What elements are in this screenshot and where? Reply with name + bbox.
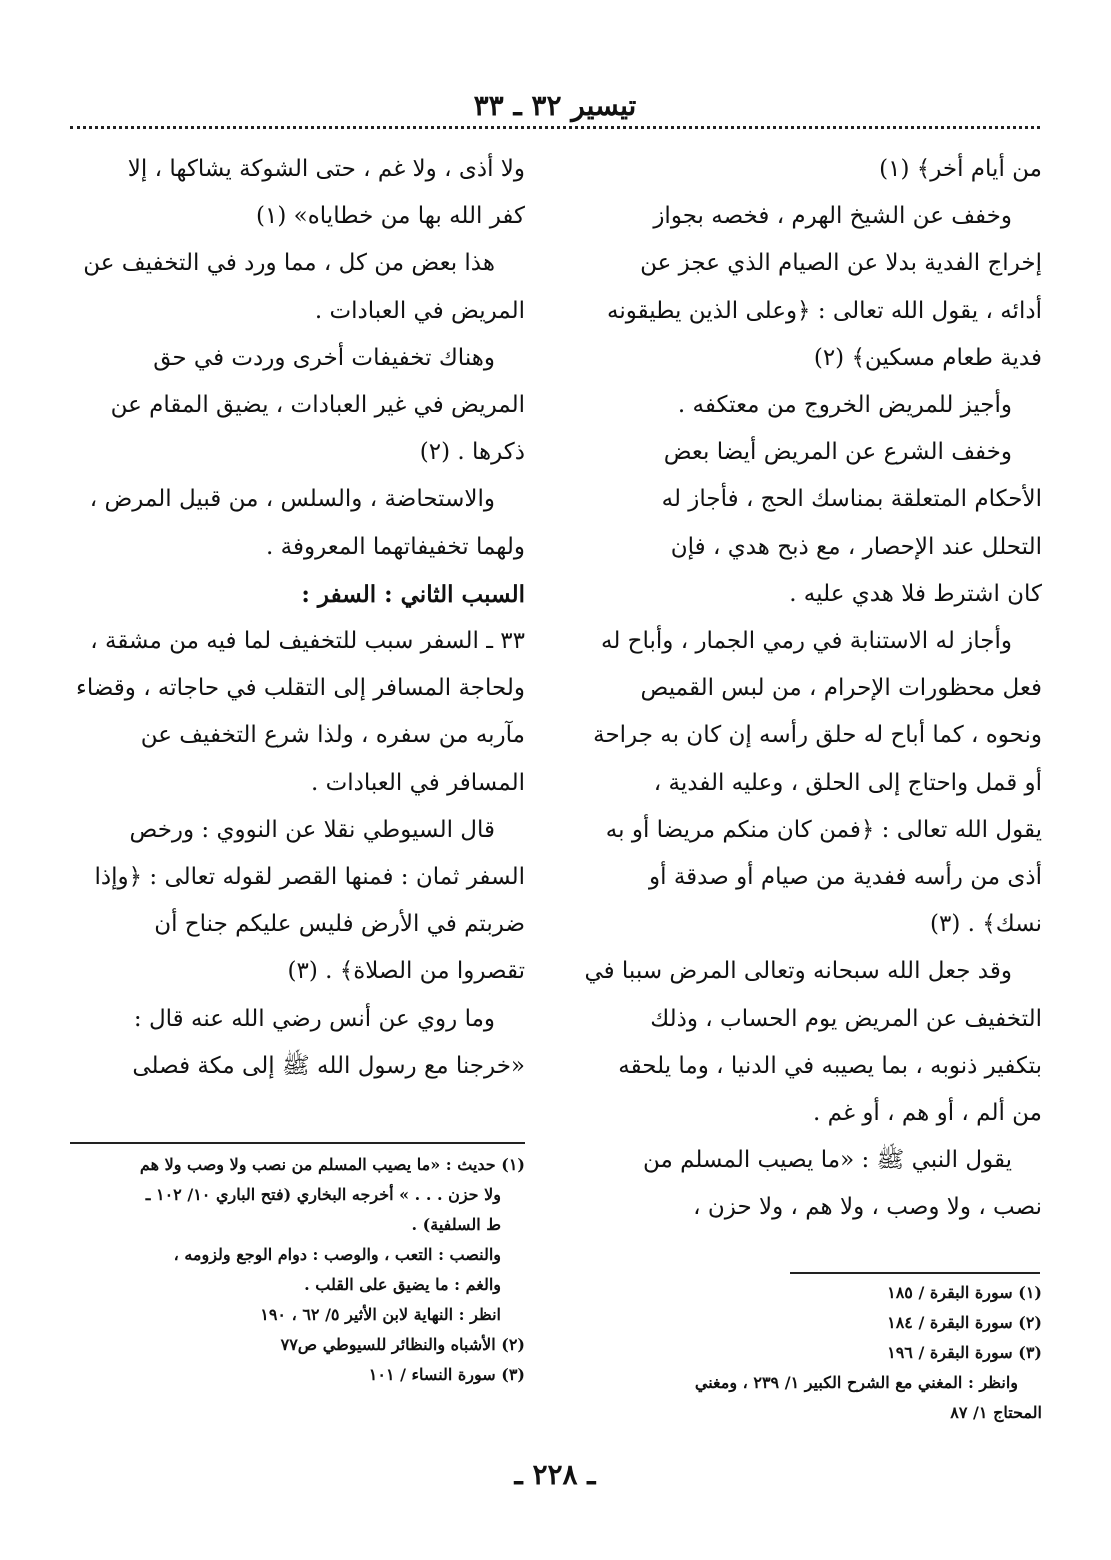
text-line: وخفف عن الشيخ الهرم ، فخصه بجواز	[653, 203, 1012, 230]
footnote-line: (٢) الأشباه والنظائر للسيوطي ص٧٧	[280, 1335, 525, 1354]
text-line: تقصروا من الصلاة﴾ . (٣)	[287, 958, 525, 985]
footnote-line: (١) حديث : «ما يصيب المسلم من نصب ولا وصب ولا هم	[139, 1155, 525, 1174]
text-line: الأحكام المتعلقة بمناسك الحج ، فأجاز له	[661, 486, 1042, 513]
footnote-line: (٣) سورة النساء / ١٠١	[368, 1365, 525, 1384]
right-footnotes	[582, 1278, 1042, 1428]
left-column	[70, 146, 525, 1090]
text-line: أذى من رأسه ففدية من صيام أو صدقة أو	[649, 864, 1042, 891]
text-line: كفر الله بها من خطاياه» (١)	[256, 203, 525, 230]
text-line: من ألم ، أو هم ، أو غم .	[813, 1100, 1042, 1127]
text-line: من أيام أخر﴾ (١)	[879, 156, 1042, 182]
text-line: هذا بعض من كل ، مما ورد في التخفيف عن	[83, 250, 495, 277]
text-line: وأجيز للمريض الخروج من معتكفه .	[677, 392, 1012, 419]
text-line: أدائه ، يقول الله تعالى : ﴿وعلى الذين يطيقونه	[606, 297, 1042, 324]
text-line: يقول الله تعالى : ﴿فمن كان منكم مريضا أو به	[605, 816, 1042, 843]
text-line: فعل محظورات الإحرام ، من لبس القميص	[640, 675, 1042, 702]
text-line: أو قمل واحتاج إلى الحلق ، وعليه الفدية ،	[653, 769, 1042, 796]
text-line: المريض في غير العبادات ، يضيق المقام عن	[110, 392, 525, 419]
footnote-line: ولا حزن . . . » أخرجه البخاري (فتح الباري ١٠/ ١٠٢ ـ	[145, 1185, 501, 1204]
footnote-line: ط السلفية) .	[411, 1215, 501, 1234]
text-line: التحلل عند الإحصار ، مع ذبح هدي ، فإن	[670, 533, 1042, 560]
section-heading: السبب الثاني : السفر :	[301, 580, 525, 608]
text-line: وما روي عن أنس رضي الله عنه قال :	[133, 1005, 495, 1032]
text-line: وهناك تخفيفات أخرى وردت في حق	[153, 344, 495, 371]
text-line: التخفيف عن المريض يوم الحساب ، وذلك	[650, 1005, 1042, 1032]
text-line: يقول النبي ﷺ : «ما يصيب المسلم من	[642, 1147, 1012, 1174]
text-line: نصب ، ولا وصب ، ولا هم ، ولا حزن ،	[693, 1194, 1042, 1221]
text-line: إخراج الفدية بدلا عن الصيام الذي عجز عن	[640, 250, 1042, 277]
running-header: تيسير ٣٢ ـ ٣٣	[473, 89, 637, 122]
text-line: ولا أذى ، ولا غم ، حتى الشوكة يشاكها ، إلا	[127, 156, 525, 182]
text-line: السفر ثمان : فمنها القصر لقوله تعالى : ﴿وإذا	[94, 864, 525, 891]
text-line: مآربه من سفره ، ولذا شرع التخفيف عن	[140, 722, 525, 749]
text-line: بتكفير ذنوبه ، بما يصيبه في الدنيا ، وما يلحقه	[618, 1052, 1042, 1079]
text-line: «خرجنا مع رسول الله ﷺ إلى مكة فصلى	[132, 1052, 525, 1079]
text-line: والاستحاضة ، والسلس ، من قبيل المرض ،	[89, 486, 495, 513]
text-line: المسافر في العبادات .	[310, 769, 525, 796]
text-line: ولحاجة المسافر إلى التقلب في حاجاته ، وقضاء	[76, 675, 525, 702]
footnote-line: (١) سورة البقرة / ١٨٥	[887, 1283, 1042, 1302]
text-line: قال السيوطي نقلا عن النووي : ورخص	[129, 816, 495, 843]
text-line: فدية طعام مسكين﴾ (٢)	[813, 344, 1042, 371]
text-line: ٣٣ ـ السفر سبب للتخفيف لما فيه من مشقة ،	[90, 628, 525, 655]
left-footnotes	[70, 1150, 525, 1390]
header-dotted-divider	[70, 126, 1040, 129]
text-line: وقد جعل الله سبحانه وتعالى المرض سببا في	[584, 958, 1012, 985]
text-line: ولهما تخفيفاتهما المعروفة .	[266, 533, 525, 560]
page-number: ـ ٢٢٨ ـ	[514, 1458, 596, 1491]
footnote-line: والنصب : التعب ، والوصب : دوام الوجع ولزومه ،	[173, 1245, 501, 1264]
footnote-divider	[790, 1272, 1040, 1274]
footnote-line: انظر : النهاية لابن الأثير ٥/ ٦٢ ، ١٩٠	[260, 1305, 501, 1324]
footnote-line: والغم : ما يضيق على القلب .	[304, 1275, 501, 1294]
right-column	[582, 146, 1042, 1232]
text-line: وخفف الشرع عن المريض أيضا بعض	[663, 439, 1012, 466]
text-line: المريض في العبادات .	[314, 297, 525, 324]
text-line: وأجاز له الاستنابة في رمي الجمار ، وأباح له	[601, 628, 1012, 655]
text-line: ضربتم في الأرض فليس عليكم جناح أن	[154, 911, 525, 938]
text-line: نسك﴾ . (٣)	[929, 911, 1042, 938]
footnote-line: المحتاج ١/ ٨٧	[950, 1403, 1042, 1422]
footnote-line: (٣) سورة البقرة / ١٩٦	[887, 1343, 1042, 1362]
footnote-line: (٢) سورة البقرة / ١٨٤	[887, 1313, 1042, 1332]
footnote-divider	[70, 1142, 525, 1144]
text-line: كان اشترط فلا هدي عليه .	[789, 580, 1042, 607]
text-line: ونحوه ، كما أباح له حلق رأسه إن كان به جراحة	[593, 722, 1042, 749]
text-line: ذكرها . (٢)	[419, 439, 525, 466]
footnote-line: وانظر : المغني مع الشرح الكبير ١/ ٢٣٩ ، ومغني	[694, 1373, 1018, 1392]
